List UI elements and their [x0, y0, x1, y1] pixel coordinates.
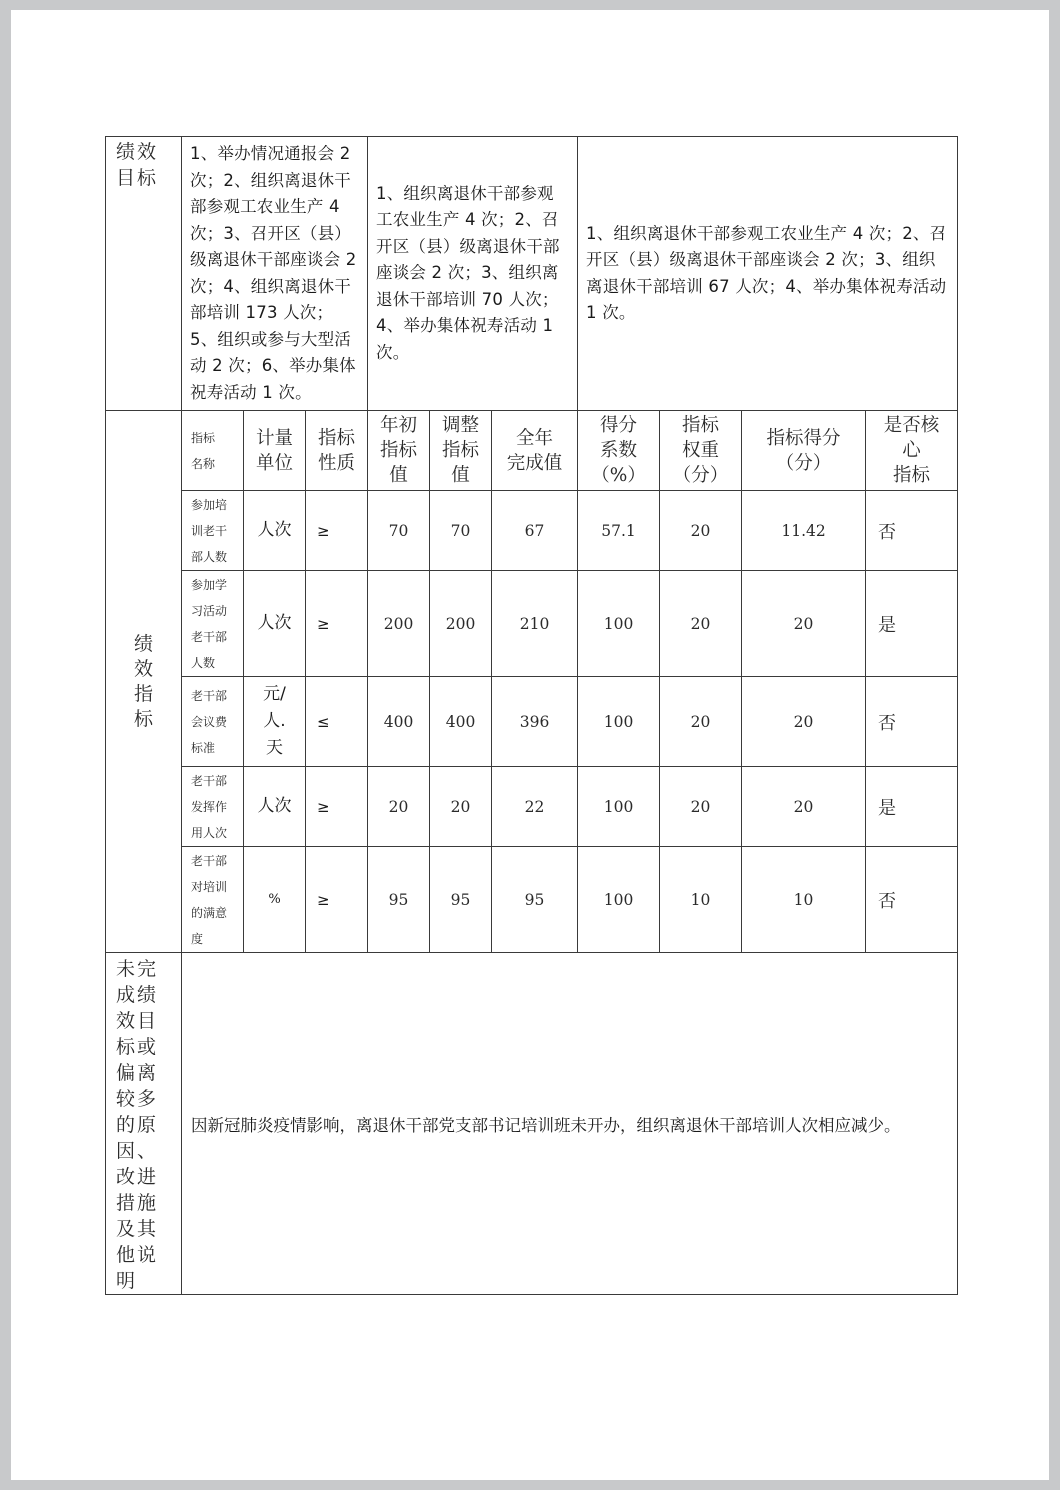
- indicator-name: 老干部 对培训 的满意 度: [182, 847, 244, 953]
- indicator-completed: 67: [492, 491, 578, 571]
- table-row: [106, 677, 958, 767]
- indicator-adjusted: 200: [430, 571, 492, 677]
- header-completed: 全年 完成值: [492, 411, 578, 491]
- reason-text: 因新冠肺炎疫情影响，离退休干部党支部书记培训班未开办，组织离退休干部培训人次相应减少。: [182, 953, 958, 1295]
- header-weight: 指标 权重 （分）: [660, 411, 742, 491]
- indicator-core: 否: [866, 847, 958, 953]
- indicator-nature: ≥: [306, 847, 368, 953]
- indicator-unit: 元/ 人. 天: [244, 677, 306, 767]
- goal-text-adjusted: 1、组织离退休干部参观工农业生产 4 次；2、召开区（县）级离退休干部座谈会 2 次；3、组织离退休干部培训 70 人次；4、举办集体祝寿活动 1 次。: [368, 137, 578, 411]
- document-page: [11, 10, 1049, 1480]
- indicator-completed: 22: [492, 767, 578, 847]
- table-row: [106, 767, 958, 847]
- header-nature: 指标 性质: [306, 411, 368, 491]
- indicator-initial: 200: [368, 571, 430, 677]
- indicator-completed: 210: [492, 571, 578, 677]
- indicator-weight: 20: [660, 571, 742, 677]
- header-adjusted: 调整 指标 值: [430, 411, 492, 491]
- indicator-initial: 70: [368, 491, 430, 571]
- goal-text-actual: 1、组织离退休干部参观工农业生产 4 次；2、召开区（县）级离退休干部座谈会 2 次；3、组织离退休干部培训 67 人次；4、举办集体祝寿活动 1 次。: [578, 137, 958, 411]
- performance-table: [105, 136, 958, 1295]
- indicator-initial: 400: [368, 677, 430, 767]
- indicator-unit: 人次: [244, 767, 306, 847]
- indicator-name: 老干部 发挥作 用人次: [182, 767, 244, 847]
- goal-text-original: 1、举办情况通报会 2 次；2、组织离退休干部参观工农业生产 4 次；3、召开区（县）级离退休干部座谈会 2 次；4、组织离退休干部培训 173 人次；5、组织或参与大型活动 2 次；6、举办集体祝寿活动 1 次。: [182, 137, 368, 411]
- header-core: 是否核 心 指标: [866, 411, 958, 491]
- indicator-name: 参加学 习活动 老干部 人数: [182, 571, 244, 677]
- header-score: 指标得分 （分）: [742, 411, 866, 491]
- indicator-unit: 人次: [244, 571, 306, 677]
- indicator-adjusted: 95: [430, 847, 492, 953]
- indicator-core: 是: [866, 571, 958, 677]
- indicator-score: 10: [742, 847, 866, 953]
- table-row: [106, 571, 958, 677]
- indicator-label: 绩 效 指 标: [106, 411, 182, 953]
- indicator-header-row: [106, 411, 958, 491]
- indicator-coef: 57.1: [578, 491, 660, 571]
- indicator-name: 老干部 会议费 标准: [182, 677, 244, 767]
- indicator-core: 是: [866, 767, 958, 847]
- reason-row: [106, 953, 958, 1295]
- indicator-score: 20: [742, 677, 866, 767]
- indicator-initial: 20: [368, 767, 430, 847]
- indicator-nature: ≥: [306, 491, 368, 571]
- indicator-coef: 100: [578, 767, 660, 847]
- indicator-score: 11.42: [742, 491, 866, 571]
- indicator-core: 否: [866, 491, 958, 571]
- indicator-adjusted: 70: [430, 491, 492, 571]
- indicator-weight: 20: [660, 491, 742, 571]
- indicator-adjusted: 20: [430, 767, 492, 847]
- indicator-coef: 100: [578, 847, 660, 953]
- indicator-weight: 20: [660, 767, 742, 847]
- indicator-nature: ≥: [306, 767, 368, 847]
- indicator-score: 20: [742, 767, 866, 847]
- reason-label: 未完 成绩 效目 标或 偏离 较多 的原 因、 改进 措施 及其 他说 明: [106, 953, 182, 1295]
- indicator-weight: 10: [660, 847, 742, 953]
- indicator-core: 否: [866, 677, 958, 767]
- indicator-nature: ≤: [306, 677, 368, 767]
- indicator-weight: 20: [660, 677, 742, 767]
- table-row: [106, 491, 958, 571]
- header-coef: 得分 系数 （%）: [578, 411, 660, 491]
- indicator-completed: 95: [492, 847, 578, 953]
- header-unit: 计量 单位: [244, 411, 306, 491]
- indicator-unit: 人次: [244, 491, 306, 571]
- indicator-initial: 95: [368, 847, 430, 953]
- header-initial: 年初 指标 值: [368, 411, 430, 491]
- indicator-adjusted: 400: [430, 677, 492, 767]
- indicator-score: 20: [742, 571, 866, 677]
- indicator-coef: 100: [578, 677, 660, 767]
- indicator-coef: 100: [578, 571, 660, 677]
- header-name: 指标 名称: [182, 411, 244, 491]
- indicator-completed: 396: [492, 677, 578, 767]
- goal-label: 绩效 目标: [106, 137, 182, 411]
- goal-row: [106, 137, 958, 411]
- table-row: [106, 847, 958, 953]
- indicator-name: 参加培 训老干 部人数: [182, 491, 244, 571]
- indicator-unit: %: [244, 847, 306, 953]
- indicator-nature: ≥: [306, 571, 368, 677]
